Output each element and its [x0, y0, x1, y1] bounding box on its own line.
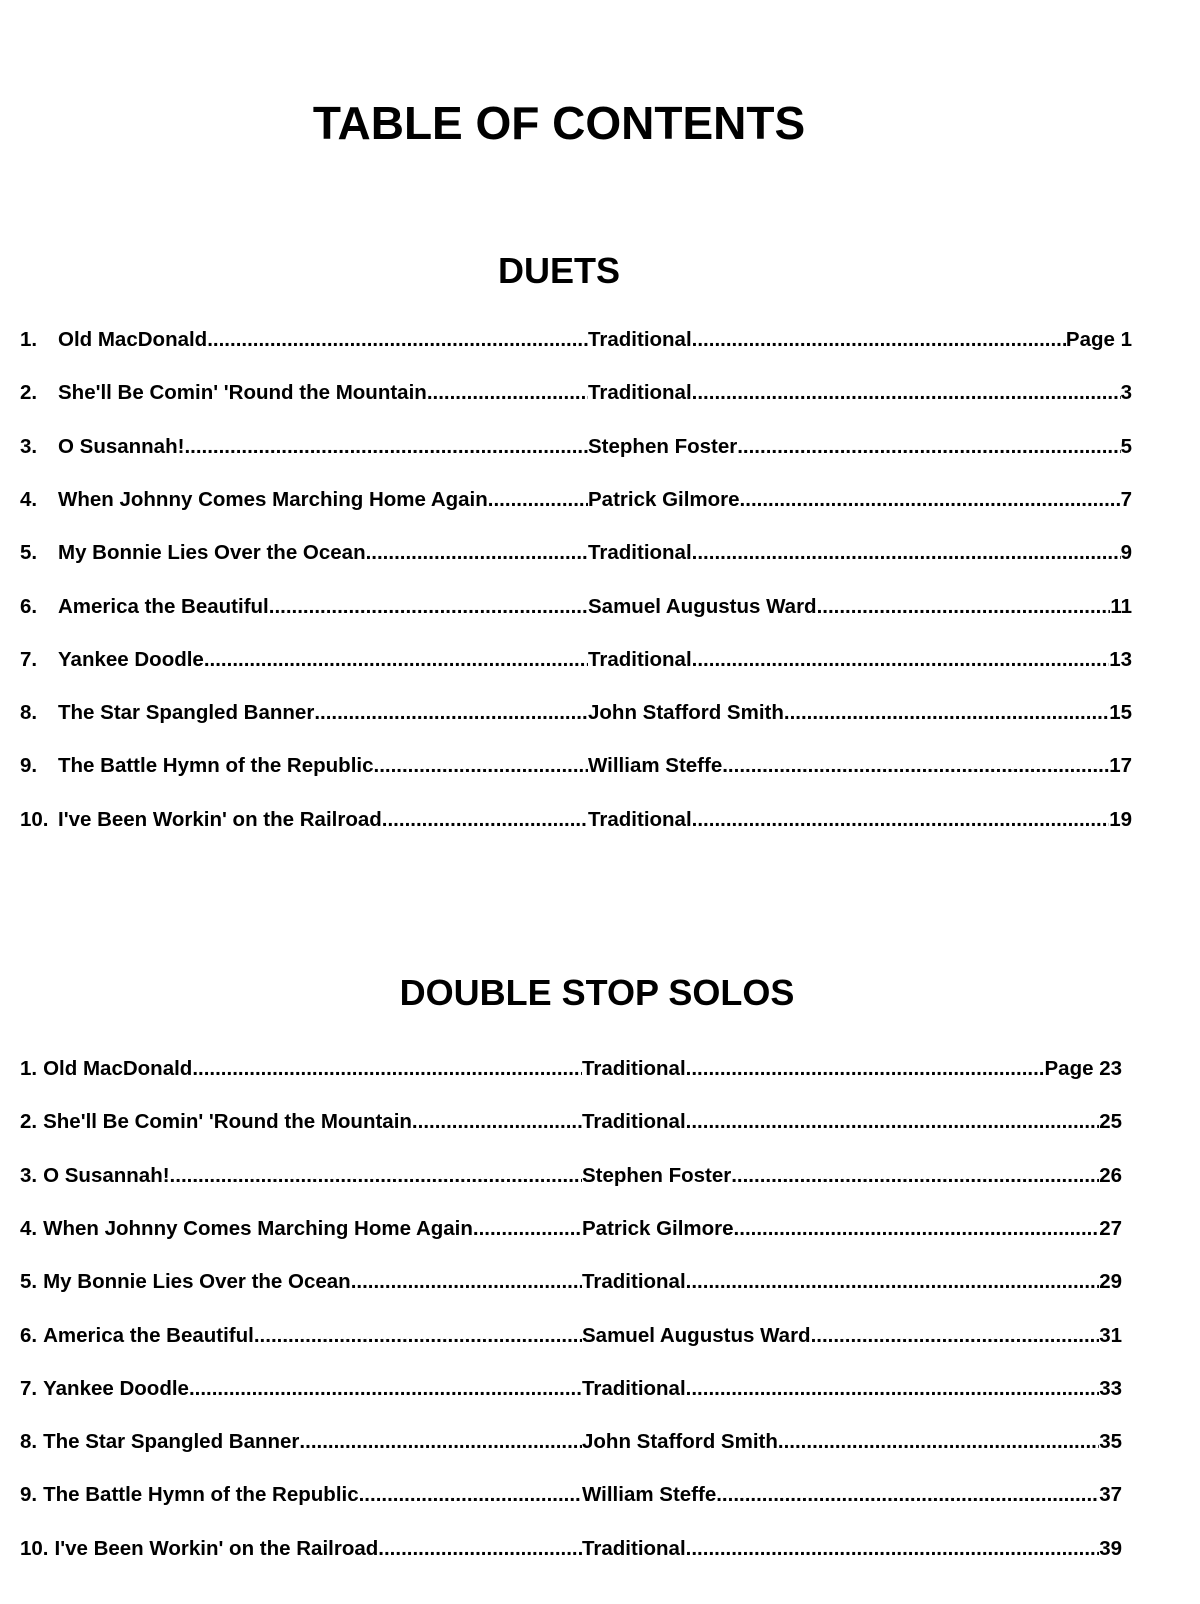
page-number: Page 1 — [1065, 328, 1132, 351]
dot-leader — [817, 595, 1111, 619]
dot-leader — [692, 541, 1121, 565]
page-number: Page 23 — [1044, 1057, 1122, 1080]
toc-entry — [20, 1164, 1122, 1192]
entry-number: 7. — [20, 1376, 38, 1400]
toc-entry — [20, 1483, 1122, 1511]
composer: Traditional — [588, 541, 692, 565]
page-number: 29 — [1099, 1270, 1122, 1294]
page-number: 19 — [1109, 807, 1132, 831]
composer: Traditional — [582, 1110, 686, 1134]
entry-number: 5. — [20, 541, 38, 565]
composer: William Steffe — [588, 754, 723, 778]
composer: Traditional — [588, 647, 692, 671]
dot-leader — [299, 1430, 582, 1454]
song-title: The Battle Hymn of the Republic — [58, 754, 374, 778]
entry-number: 6. — [20, 594, 38, 618]
dot-leader — [778, 1430, 1099, 1454]
dot-leader — [374, 754, 589, 778]
page-number: 39 — [1099, 1536, 1122, 1560]
composer: Stephen Foster — [582, 1163, 732, 1187]
toc-entry — [20, 1377, 1122, 1405]
toc-entry — [20, 701, 1132, 729]
toc-entry — [20, 648, 1132, 676]
dot-leader — [692, 648, 1110, 672]
composer: Traditional — [582, 1057, 686, 1080]
song-title: O Susannah! — [58, 434, 185, 458]
composer: Patrick Gilmore — [588, 487, 740, 511]
dot-leader — [378, 1537, 582, 1561]
dot-leader — [412, 1110, 582, 1134]
composer: Samuel Augustus Ward — [588, 594, 817, 618]
entry-number: 4. — [20, 1216, 38, 1240]
dot-leader — [359, 1483, 582, 1507]
song-title: My Bonnie Lies Over the Ocean — [58, 541, 366, 565]
song-title: America the Beautiful — [58, 594, 269, 618]
entry-number: 1. — [20, 328, 38, 351]
composer: John Stafford Smith — [588, 701, 784, 725]
page-number: 3 — [1120, 381, 1132, 405]
page-number: 33 — [1099, 1376, 1122, 1400]
toc-entry — [20, 1430, 1122, 1458]
page-number: 25 — [1099, 1110, 1122, 1134]
composer: John Stafford Smith — [582, 1430, 778, 1454]
dot-leader — [686, 1057, 1045, 1081]
dot-leader — [722, 754, 1109, 778]
page-number: 31 — [1099, 1323, 1122, 1347]
composer: Samuel Augustus Ward — [582, 1323, 811, 1347]
toc-entry — [20, 1110, 1122, 1138]
dot-leader — [692, 808, 1110, 832]
entry-number: 2. — [20, 1110, 38, 1134]
toc-entry — [20, 754, 1132, 782]
dot-leader — [427, 381, 588, 405]
dot-leader — [473, 1217, 582, 1241]
entry-number: 7. — [20, 647, 38, 671]
song-title: Yankee Doodle — [58, 647, 204, 671]
song-title: Yankee Doodle — [43, 1376, 189, 1400]
entry-number: 4. — [20, 487, 38, 511]
entry-number: 3. — [20, 434, 38, 458]
page-number: 11 — [1110, 594, 1132, 618]
dot-leader — [204, 648, 588, 672]
composer: Traditional — [588, 328, 692, 351]
song-title: America the Beautiful — [43, 1323, 254, 1347]
toc-entry — [20, 1324, 1122, 1352]
page-number: 35 — [1099, 1430, 1122, 1454]
dot-leader — [184, 435, 588, 459]
entry-number: 3. — [20, 1163, 38, 1187]
dot-leader — [686, 1377, 1100, 1401]
toc-entry — [20, 1217, 1122, 1245]
dot-leader — [784, 701, 1109, 725]
dot-leader — [170, 1164, 582, 1188]
entry-number: 2. — [20, 381, 38, 405]
song-title: I've Been Workin' on the Railroad — [54, 1536, 379, 1560]
page-number: 15 — [1109, 701, 1132, 725]
page-number: 9 — [1120, 541, 1132, 565]
song-title: When Johnny Comes Marching Home Again — [43, 1216, 473, 1240]
composer: Patrick Gilmore — [582, 1216, 734, 1240]
page-number: 27 — [1099, 1216, 1122, 1240]
song-title: I've Been Workin' on the Railroad — [58, 807, 382, 831]
toc-entry — [20, 435, 1132, 463]
composer: William Steffe — [582, 1483, 717, 1507]
entry-number: 1. — [20, 1057, 38, 1080]
page-number: 5 — [1120, 434, 1132, 458]
toc-entry — [20, 595, 1132, 623]
page-title: TABLE OF CONTENTS — [312, 97, 806, 149]
toc-entry — [20, 1537, 1122, 1565]
entry-number: 10. — [20, 807, 49, 831]
dot-leader — [692, 328, 1066, 352]
dot-leader — [488, 488, 588, 512]
dot-leader — [686, 1110, 1100, 1134]
composer: Traditional — [582, 1376, 686, 1400]
dot-leader — [314, 701, 588, 725]
toc-entry — [20, 541, 1132, 569]
page-number: 37 — [1099, 1483, 1122, 1507]
song-title: Old MacDonald — [58, 328, 208, 351]
section-heading-duets: DUETS — [497, 250, 621, 291]
dot-leader — [734, 1217, 1100, 1241]
dot-leader — [737, 435, 1120, 459]
composer: Stephen Foster — [588, 434, 738, 458]
toc-entry — [20, 1057, 1122, 1085]
song-title: My Bonnie Lies Over the Ocean — [43, 1270, 351, 1294]
composer: Traditional — [588, 381, 692, 405]
song-title: The Star Spangled Banner — [58, 701, 315, 725]
entry-number: 9. — [20, 754, 38, 778]
song-title: The Star Spangled Banner — [43, 1430, 300, 1454]
dot-leader — [207, 328, 588, 352]
dot-leader — [351, 1270, 582, 1294]
dot-leader — [254, 1324, 582, 1348]
page-number: 26 — [1099, 1163, 1122, 1187]
song-title: The Battle Hymn of the Republic — [43, 1483, 359, 1507]
dot-leader — [366, 541, 588, 565]
composer: Traditional — [582, 1270, 686, 1294]
dot-leader — [811, 1324, 1100, 1348]
dot-leader — [269, 595, 588, 619]
song-title: She'll Be Comin' 'Round the Mountain — [58, 381, 427, 405]
page-number: 17 — [1109, 754, 1132, 778]
dot-leader — [686, 1270, 1100, 1294]
song-title: Old MacDonald — [43, 1057, 193, 1080]
dot-leader — [716, 1483, 1099, 1507]
entry-number: 8. — [20, 701, 38, 725]
section-heading-double-stop-solos: DOUBLE STOP SOLOS — [399, 972, 795, 1013]
page-number: 7 — [1120, 487, 1132, 511]
song-title: She'll Be Comin' 'Round the Mountain — [43, 1110, 412, 1134]
entry-number: 9. — [20, 1483, 38, 1507]
toc-entry — [20, 381, 1132, 409]
entry-number: 8. — [20, 1430, 38, 1454]
composer: Traditional — [582, 1536, 686, 1560]
toc-entry — [20, 488, 1132, 516]
composer: Traditional — [588, 807, 692, 831]
dot-leader — [686, 1537, 1100, 1561]
song-title: O Susannah! — [43, 1163, 170, 1187]
entry-number: 5. — [20, 1270, 38, 1294]
entry-number: 10. — [20, 1536, 49, 1560]
entry-number: 6. — [20, 1323, 38, 1347]
dot-leader — [382, 808, 588, 832]
toc-entry — [20, 328, 1132, 356]
song-title: When Johnny Comes Marching Home Again — [58, 487, 488, 511]
dot-leader — [731, 1164, 1099, 1188]
toc-entry — [20, 808, 1132, 836]
dot-leader — [740, 488, 1121, 512]
dot-leader — [692, 381, 1121, 405]
dot-leader — [189, 1377, 582, 1401]
toc-entry — [20, 1270, 1122, 1298]
dot-leader — [192, 1057, 582, 1081]
page-number: 13 — [1109, 647, 1132, 671]
